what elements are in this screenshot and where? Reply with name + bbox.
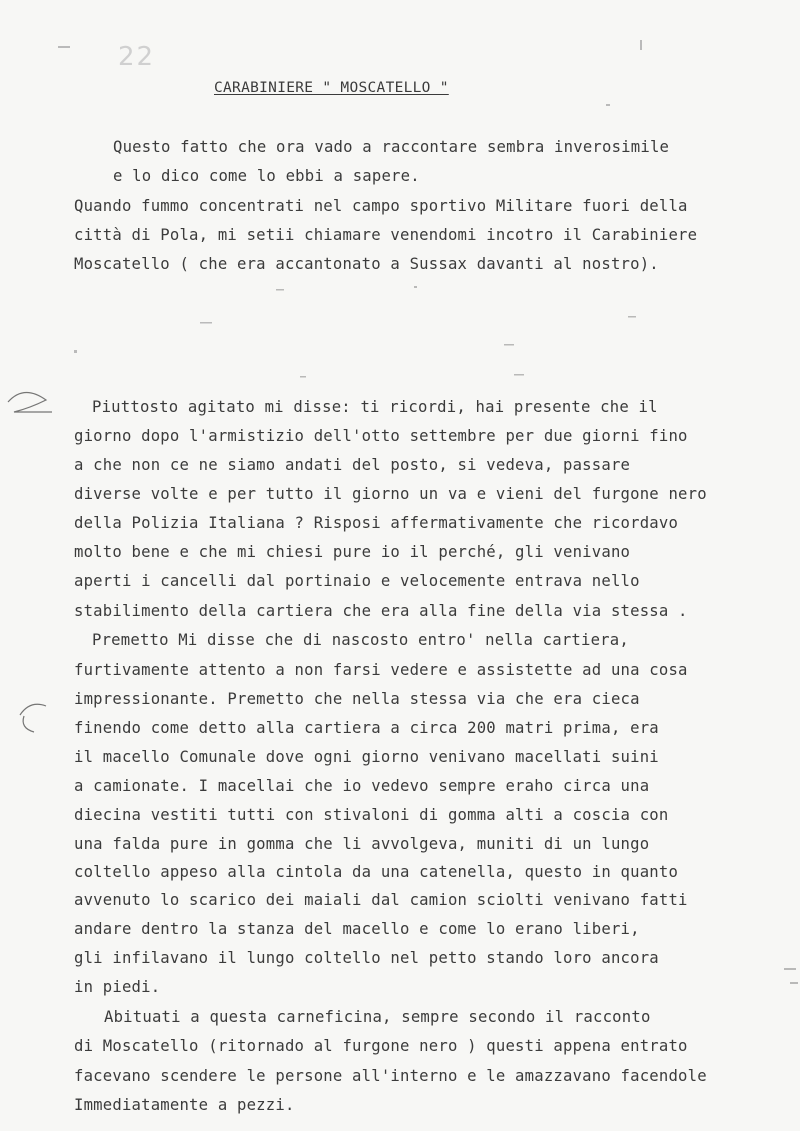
text-line: furtivamente attento a non farsi vedere e assistette ad una cosa — [74, 661, 688, 679]
text-line: impressionante. Premetto che nella stessa via che era cieca — [74, 690, 640, 708]
text-line: il macello Comunale dove ogni giorno venivano macellati suini — [74, 748, 659, 766]
text-line: stabilimento della cartiera che era alla fine della via stessa . — [74, 602, 688, 620]
page-number: 22 — [118, 42, 156, 72]
text-line: di Moscatello (ritornado al furgone nero ) questi appena entrato — [74, 1037, 688, 1055]
text-line: Moscatello ( che era accantonato a Sussax davanti al nostro). — [74, 255, 659, 273]
text-line: Questo fatto che ora vado a raccontare sembra inverosimile — [113, 138, 670, 156]
text-line: a che non ce ne siamo andati del posto, si vedeva, passare — [74, 456, 631, 474]
text-line: in piedi. — [74, 978, 161, 996]
text-line: Piuttosto agitato mi disse: ti ricordi, hai presente che il — [92, 398, 658, 416]
punch-hole-mark — [8, 392, 52, 412]
text-line: coltello appeso alla cintola da una catenella, questo in quanto — [74, 863, 679, 881]
text-line: diecina vestiti tutti con stivaloni di gomma alti a coscia con — [74, 806, 669, 824]
text-line: a camionate. I macellai che io vedevo sempre eraho circa una — [74, 777, 650, 795]
text-line: Quando fummo concentrati nel campo sportivo Militare fuori della — [74, 197, 688, 215]
text-line: Premetto Mi disse che di nascosto entro' nella cartiera, — [92, 631, 629, 649]
document-title: CARABINIERE " MOSCATELLO " — [214, 80, 449, 96]
text-line: giorno dopo l'armistizio dell'otto settembre per due giorni fino — [74, 427, 688, 445]
text-line: diverse volte e per tutto il giorno un va e vieni del furgone nero — [74, 485, 707, 503]
text-line: della Polizia Italiana ? Risposi affermativamente che ricordavo — [74, 514, 679, 532]
text-line: molto bene e che mi chiesi pure io il perché, gli venivano — [74, 543, 631, 561]
text-line: finendo come detto alla cartiera a circa 200 matri prima, era — [74, 719, 659, 737]
text-line: città di Pola, mi setii chiamare venendomi incotro il Carabiniere — [74, 226, 698, 244]
text-line: Immediatamente a pezzi. — [74, 1096, 295, 1114]
text-line: andare dentro la stanza del macello e come lo erano liberi, — [74, 920, 640, 938]
text-line: gli infilavano il lungo coltello nel petto stando loro ancora — [74, 949, 659, 967]
text-line: una falda pure in gomma che li avvolgeva, muniti di un lungo — [74, 835, 650, 853]
text-line: e lo dico come lo ebbi a sapere. — [113, 167, 420, 185]
text-line: Abituati a questa carneficina, sempre secondo il racconto — [104, 1008, 651, 1026]
text-line: aperti i cancelli dal portinaio e velocemente entrava nello — [74, 572, 640, 590]
text-line: avvenuto lo scarico dei maiali dal camion sciolti venivano fatti — [74, 891, 688, 909]
text-line: facevano scendere le persone all'interno e le amazzavano facendole — [74, 1067, 707, 1085]
punch-hole-mark — [20, 704, 46, 715]
